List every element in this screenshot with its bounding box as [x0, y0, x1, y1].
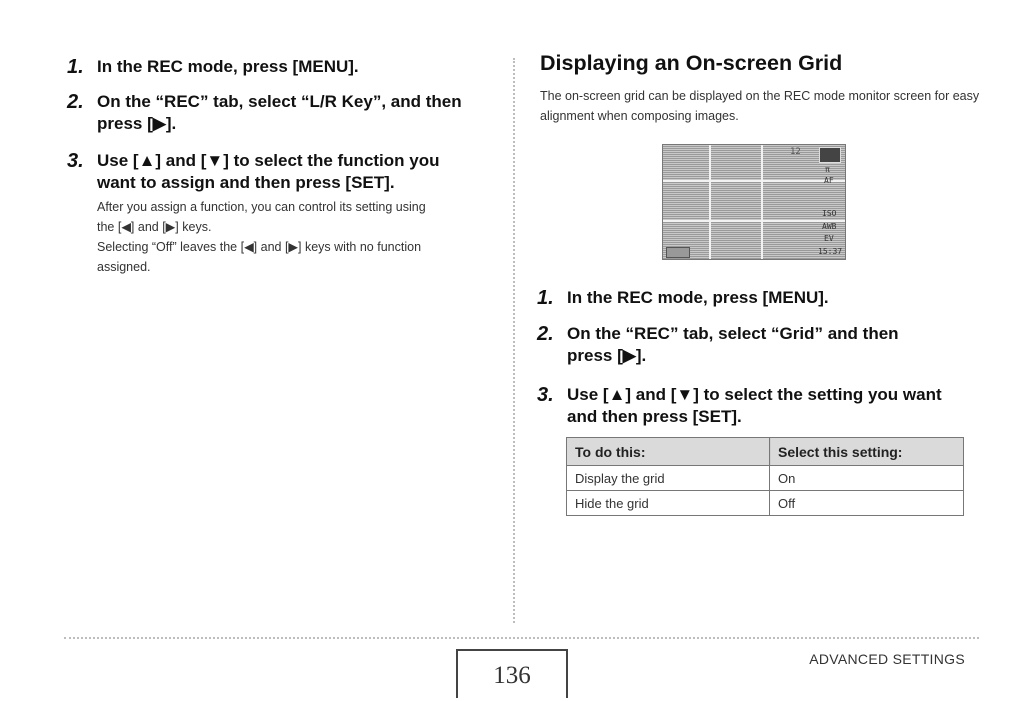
step-number: 3. — [537, 384, 554, 406]
left-step-3 — [67, 150, 440, 194]
step-text: On the “REC” tab, select “Grid” and then — [567, 324, 899, 343]
step-text: In the REC mode, press [MENU]. — [97, 57, 359, 76]
right-step-3 — [537, 384, 942, 428]
step-number: 3. — [67, 150, 84, 172]
table-row — [567, 491, 964, 516]
table-cell: On — [770, 466, 964, 491]
note-line: After you assign a function, you can control its setting using — [97, 200, 426, 214]
step-text: In the REC mode, press [MENU]. — [567, 288, 829, 307]
intro-text: The on-screen grid can be displayed on the REC mode monitor screen for easy alignment when composing images. — [540, 89, 980, 123]
grid-line — [663, 180, 845, 182]
table-header-row — [567, 438, 964, 466]
grid-line — [761, 145, 763, 259]
section-heading: Displaying an On-screen Grid — [540, 51, 843, 75]
table-header: To do this: — [567, 438, 770, 466]
grid-line — [663, 220, 845, 222]
table-cell: Display the grid — [567, 466, 770, 491]
iso-icon: ISO — [822, 209, 837, 218]
table-row — [567, 466, 964, 491]
left-step-1 — [67, 56, 359, 78]
step-number: 2. — [67, 91, 84, 113]
time-readout: 15:37 — [818, 247, 843, 256]
right-step-2 — [537, 323, 899, 367]
battery-icon — [666, 247, 690, 258]
footer-divider — [64, 637, 979, 639]
left-step-2 — [67, 91, 462, 135]
step-text: press [▶]. — [567, 346, 647, 365]
step-text: and then press [SET]. — [567, 407, 742, 426]
ev-icon: EV — [824, 234, 834, 243]
table-cell: Off — [770, 491, 964, 516]
step-text: Use [▲] and [▼] to select the function you — [97, 151, 440, 170]
grid-illustration — [662, 144, 846, 260]
page-number: 136 — [456, 649, 568, 698]
step-number: 1. — [537, 287, 554, 309]
step-text: want to assign and then press [SET]. — [97, 173, 395, 192]
left-step-3-note — [97, 197, 426, 277]
note-line: Selecting “Off” leaves the [◀] and [▶] keys with no function — [97, 240, 422, 254]
af-icon: AF — [824, 176, 834, 185]
mode-icon — [819, 147, 841, 163]
column-divider — [513, 58, 515, 623]
step-text: press [▶]. — [97, 114, 177, 133]
step-number: 2. — [537, 323, 554, 345]
step-number: 1. — [67, 56, 84, 78]
settings-table — [566, 437, 964, 516]
right-step-1 — [537, 287, 829, 309]
note-line: assigned. — [97, 260, 151, 274]
shots-remaining: 12 — [790, 147, 801, 157]
section-title: ADVANCED SETTINGS — [809, 651, 965, 667]
table-cell: Hide the grid — [567, 491, 770, 516]
table-header: Select this setting: — [770, 438, 964, 466]
note-line: the [◀] and [▶] keys. — [97, 220, 212, 234]
white-balance-icon: AWB — [822, 222, 837, 231]
step-text: Use [▲] and [▼] to select the setting you want — [567, 385, 942, 404]
step-text: On the “REC” tab, select “L/R Key”, and then — [97, 92, 462, 111]
grid-line — [709, 145, 711, 259]
camera-icon: π — [825, 165, 830, 174]
